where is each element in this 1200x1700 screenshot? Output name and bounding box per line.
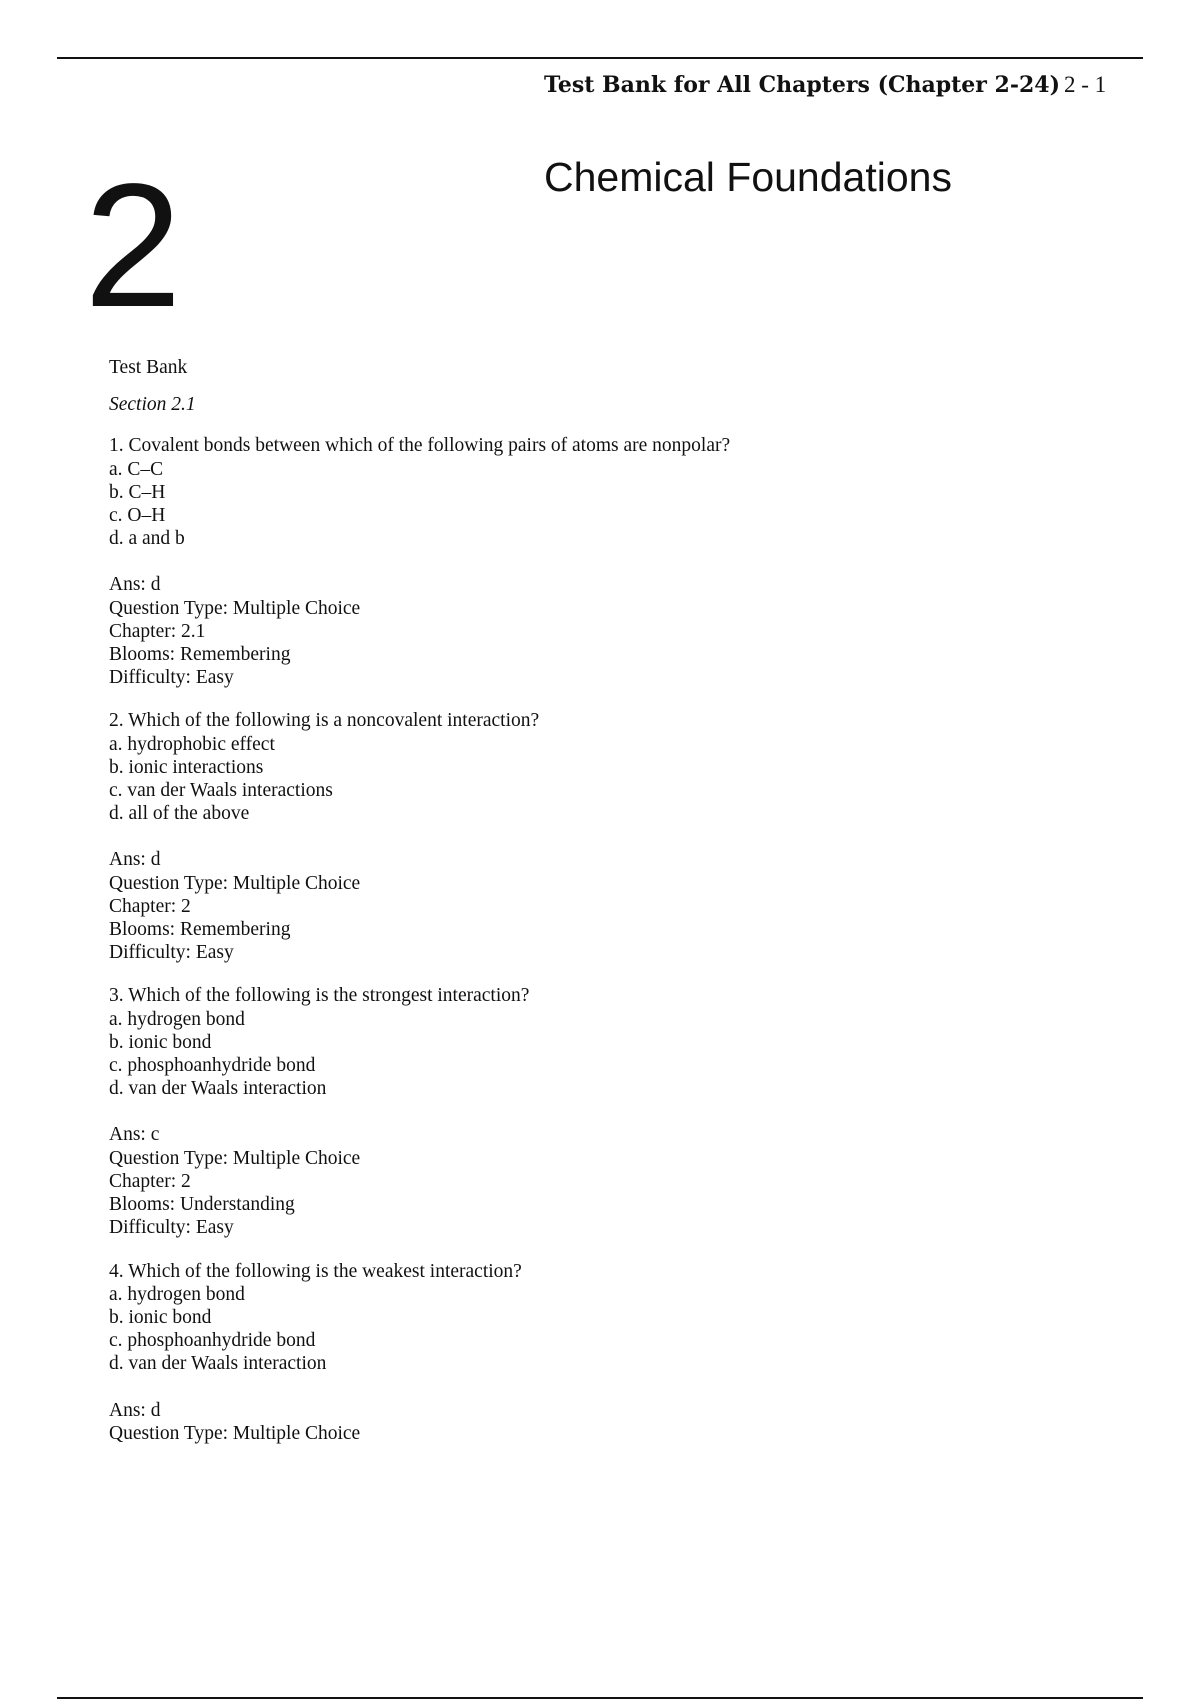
question-stem: 1. Covalent bonds between which of the following pairs of atoms are nonpolar? [109, 435, 731, 457]
question-3 [109, 984, 1109, 1239]
answer-option: d. van der Waals interaction [109, 1353, 327, 1375]
answer-option: a. hydrophobic effect [109, 733, 275, 755]
page-number: 2 - 1 [1064, 72, 1107, 97]
question-type: Question Type: Multiple Choice [109, 597, 361, 619]
section-heading: Section 2.1 [109, 394, 196, 416]
question-1 [109, 434, 1109, 689]
question-blooms: Blooms: Remembering [109, 644, 291, 666]
answer-key: Ans: c [109, 1124, 160, 1146]
footer-rule [57, 1697, 1143, 1699]
running-header-title: Test Bank for All Chapters (Chapter 2-24) [544, 72, 1060, 98]
answer-option: c. phosphoanhydride bond [109, 1055, 316, 1077]
question-stem: 4. Which of the following is the weakest interaction? [109, 1260, 522, 1282]
question-stem: 2. Which of the following is a noncovalent interaction? [109, 710, 540, 732]
answer-option: c. phosphoanhydride bond [109, 1330, 316, 1352]
question-chapter: Chapter: 2 [109, 1170, 191, 1192]
answer-option: a. hydrogen bond [109, 1008, 245, 1030]
answer-option: d. a and b [109, 528, 185, 550]
question-metadata [109, 1123, 1109, 1239]
header-rule [57, 57, 1143, 59]
test-bank-label: Test Bank [109, 357, 188, 378]
answer-option: c. van der Waals interactions [109, 780, 333, 802]
question-type: Question Type: Multiple Choice [109, 1422, 361, 1444]
answer-option: b. ionic interactions [109, 756, 264, 778]
question-difficulty: Difficulty: Easy [109, 942, 234, 964]
question-difficulty: Difficulty: Easy [109, 667, 234, 689]
answer-option: a. C–C [109, 458, 164, 480]
question-chapter: Chapter: 2 [109, 895, 191, 917]
answer-option: c. O–H [109, 505, 166, 527]
answer-key: Ans: d [109, 574, 161, 596]
question-metadata [109, 1399, 1109, 1445]
chapter-title: Chemical Foundations [544, 154, 952, 200]
answer-option: d. all of the above [109, 803, 250, 825]
question-metadata [109, 848, 1109, 964]
answer-option: b. ionic bond [109, 1031, 212, 1053]
answer-key: Ans: d [109, 1399, 161, 1421]
answer-option: b. C–H [109, 481, 166, 503]
question-type: Question Type: Multiple Choice [109, 1147, 361, 1169]
answer-option: d. van der Waals interaction [109, 1078, 327, 1100]
question-blooms: Blooms: Remembering [109, 919, 291, 941]
question-metadata [109, 573, 1109, 689]
question-stem: 3. Which of the following is the strongest interaction? [109, 985, 530, 1007]
question-chapter: Chapter: 2.1 [109, 620, 206, 642]
answer-key: Ans: d [109, 849, 161, 871]
answer-option: b. ionic bond [109, 1306, 212, 1328]
question-2 [109, 709, 1109, 964]
question-type: Question Type: Multiple Choice [109, 872, 361, 894]
answer-option: a. hydrogen bond [109, 1283, 245, 1305]
question-blooms: Blooms: Understanding [109, 1194, 295, 1216]
test-bank-content [109, 356, 1109, 1445]
question-4 [109, 1260, 1109, 1445]
chapter-number: 2 [84, 148, 182, 344]
question-difficulty: Difficulty: Easy [109, 1217, 234, 1239]
